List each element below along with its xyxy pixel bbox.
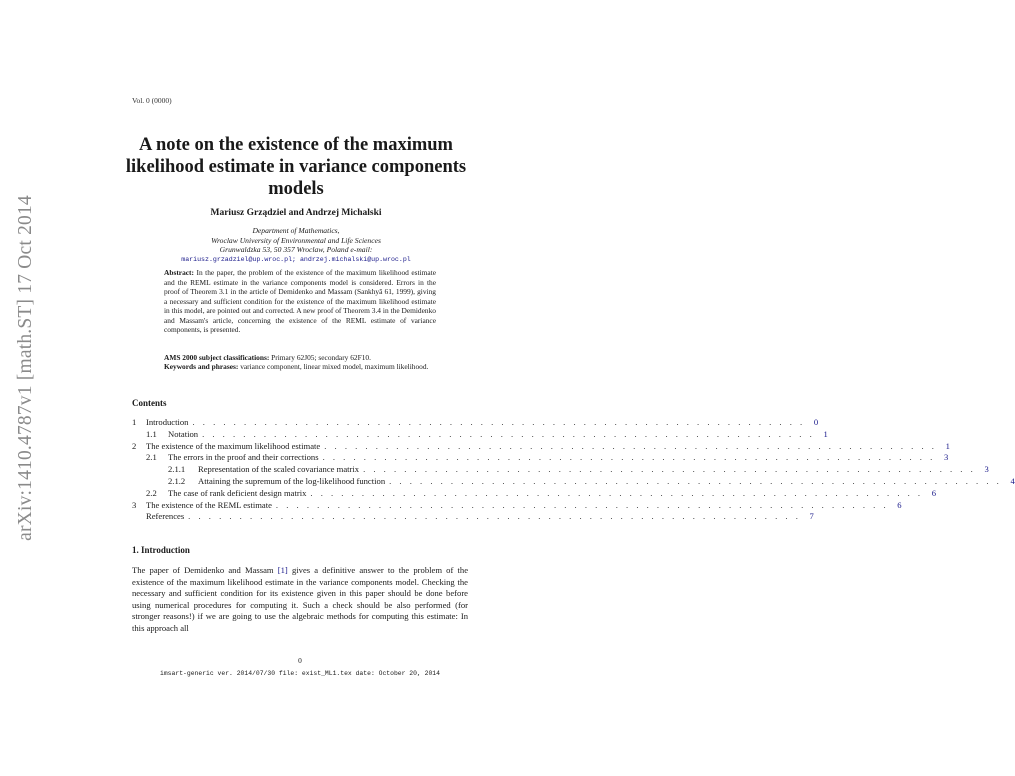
toc-entry[interactable] [132, 475, 1015, 488]
toc-entry-label[interactable]: Attaining the supremum of the log-likelihood function [198, 475, 386, 486]
toc-entry-page[interactable]: 1 [823, 428, 828, 439]
keywords-text: variance component, linear mixed model, maximum likelihood. [240, 362, 429, 372]
affiliation-line: Wroclaw University of Environmental and Life Sciences [211, 235, 381, 245]
email-links[interactable]: mariusz.grzadziel@up.wroc.pl; andrzej.michalski@up.wroc.pl [181, 255, 411, 263]
toc-entry-label[interactable]: The errors in the proof and their corrections [168, 452, 319, 463]
citation-link[interactable]: [1] [277, 565, 288, 575]
affiliation [130, 226, 462, 264]
toc-entry-label[interactable]: The case of rank deficient design matrix [168, 487, 307, 498]
toc-leader-dots: . . . . . . . . . . . . . . . . . . . . . . . . . . . . . . . . . . . . . . . . . . . . . . . . . . . . . . . . . . . . [275, 499, 889, 510]
toc-entry[interactable] [132, 499, 902, 512]
abstract-label: Abstract: [164, 268, 194, 277]
toc-entry-label[interactable]: The existence of the REML estimate [146, 499, 272, 510]
toc-entry-page[interactable]: 3 [943, 452, 949, 463]
intro-text-after: gives a definitive answer to the problem of the existence of the maximum likelihood estimate in the variance components model. Checking the necessary and sufficient condition for its existence given in this paper should be done before using numerical procedures for computing it. Such a check should be also performed (for stronger reasons!) if we are going to use the algebraic methods for computing this estimate: In this approach all [132, 565, 469, 633]
toc-leader-dots: . . . . . . . . . . . . . . . . . . . . . . . . . . . . . . . . . . . . . . . . . . . . . . . . . . . . . . . . . . . . [324, 440, 937, 451]
paper-title: A note on the existence of the maximum likelihood estimate in variance components models [125, 135, 467, 199]
toc-entry[interactable] [132, 511, 814, 523]
arxiv-sidebar-stamp [6, 178, 46, 558]
ams-label: AMS 2000 subject classifications: [164, 353, 270, 362]
introduction-paragraph [132, 565, 468, 634]
toc-entry-number: 3 [132, 499, 137, 510]
toc-entry-page[interactable]: 7 [809, 511, 814, 522]
toc-leader-dots: . . . . . . . . . . . . . . . . . . . . . . . . . . . . . . . . . . . . . . . . . . . . . . . . . . . . . . . . . . . . [202, 428, 815, 439]
arxiv-id: arXiv:1410.4787v1 [math.ST] 17 Oct 2014 [15, 195, 36, 541]
toc-entry-number: 2.1.1 [168, 464, 186, 475]
toc-entry-number: 1.1 [146, 428, 157, 439]
toc-leader-dots: . . . . . . . . . . . . . . . . . . . . . . . . . . . . . . . . . . . . . . . . . . . . . . . . . . . . . . . . . . . . [389, 475, 1002, 486]
abstract-text: In the paper, the problem of the existence of the maximum likelihood estimate and the REML estimate in the variance components model is considered. Errors in the proof of Theorem 3.1 in the article of Demidenko and Massam (Sankhyā 61, 1999), giving a necessary and sufficient condition for the existence of the maximum likelihood estimate in this model, are pointed out and corrected. A new proof of Theorem 3.4 in the Demidenko and Massam's article, concerning the existence of the REML estimate of variance components, is presented. [164, 268, 436, 334]
toc-entry-number: 2.1 [146, 452, 157, 463]
toc-leader-dots: . . . . . . . . . . . . . . . . . . . . . . . . . . . . . . . . . . . . . . . . . . . . . . . . . . . . . . . . . . . . [310, 487, 924, 498]
toc-entry-page[interactable]: 4 [1010, 475, 1015, 486]
page-number: 0 [298, 656, 302, 665]
intro-text-before: The paper of Demidenko and Massam [132, 565, 278, 575]
affiliation-line: Grunwaldzka 53, 50 357 Wroclaw, Poland e-mail: [219, 245, 373, 255]
toc-entry[interactable] [132, 417, 819, 429]
contents-heading: Contents [132, 398, 167, 408]
section-heading-introduction: 1. Introduction [132, 545, 190, 555]
toc-entry-page[interactable]: 0 [813, 417, 819, 427]
toc-entry-number: 1 [132, 417, 137, 427]
toc-entry-page[interactable]: 3 [984, 464, 989, 475]
toc-entry-label[interactable]: Notation [168, 428, 199, 439]
toc-leader-dots: . . . . . . . . . . . . . . . . . . . . . . . . . . . . . . . . . . . . . . . . . . . . . . . . . . . . . . . . . . . . [363, 464, 976, 475]
toc-entry-number: 2 [132, 440, 137, 451]
ams-text: Primary 62J05; secondary 62F10. [271, 353, 371, 362]
toc-entry-number: 2.2 [146, 487, 157, 498]
toc-entry-number: 2.1.2 [168, 475, 186, 486]
table-of-contents [132, 417, 1015, 523]
footer: imsart-generic ver. 2014/07/30 file: exist_ML1.tex date: October 20, 2014 [160, 670, 440, 677]
keywords-label: Keywords and phrases: [164, 362, 239, 372]
classifications [164, 353, 436, 372]
toc-entry-page[interactable]: 6 [931, 487, 937, 498]
toc-entry[interactable] [132, 487, 937, 500]
toc-entry-label[interactable]: The existence of the maximum likelihood estimate [146, 440, 321, 451]
toc-entry[interactable] [132, 428, 828, 441]
toc-entry[interactable] [132, 452, 949, 464]
toc-entry-label[interactable]: References [146, 511, 185, 522]
toc-entry[interactable] [132, 440, 950, 453]
toc-entry-page[interactable]: 6 [897, 499, 902, 510]
authors: Mariusz Grządziel and Andrzej Michalski [210, 208, 382, 218]
abstract [164, 268, 436, 335]
toc-leader-dots: . . . . . . . . . . . . . . . . . . . . . . . . . . . . . . . . . . . . . . . . . . . . . . . . . . . . . . . . . . . . [322, 452, 936, 463]
toc-entry-page[interactable]: 1 [945, 440, 950, 451]
toc-entry-label[interactable]: Introduction [146, 417, 189, 427]
toc-entry-label[interactable]: Representation of the scaled covariance matrix [198, 464, 360, 475]
toc-entry[interactable] [132, 464, 989, 476]
toc-leader-dots: . . . . . . . . . . . . . . . . . . . . . . . . . . . . . . . . . . . . . . . . . . . . . . . . . . . . . . . . . . . . [188, 511, 801, 522]
volume-label: Vol. 0 (0000) [132, 96, 172, 105]
affiliation-line: Department of Mathematics, [252, 226, 340, 235]
toc-leader-dots: . . . . . . . . . . . . . . . . . . . . . . . . . . . . . . . . . . . . . . . . . . . . . . . . . . . . . . . . . . . . [192, 417, 806, 427]
